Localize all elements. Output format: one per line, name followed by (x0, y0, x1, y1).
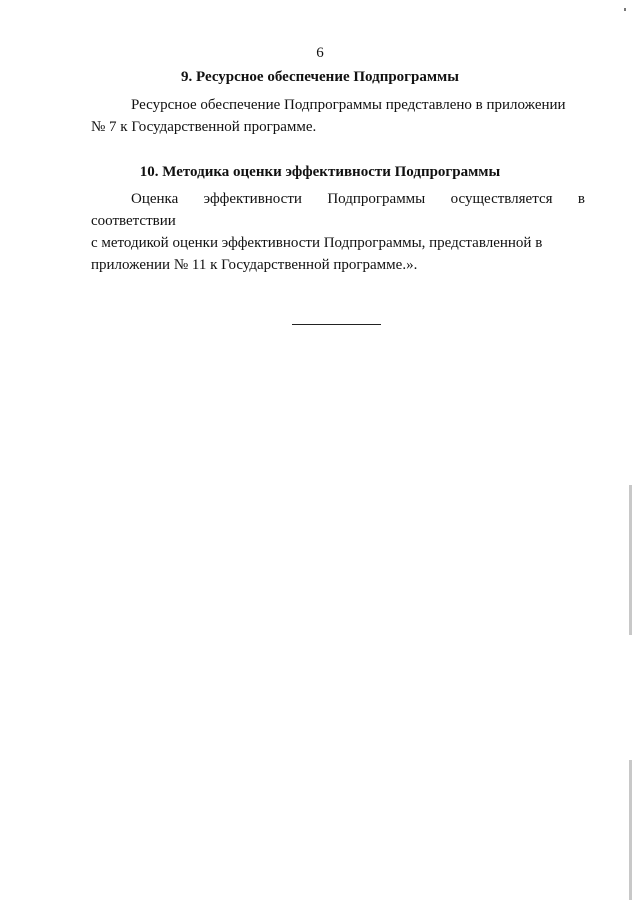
section-10-heading: 10. Методика оценки эффективности Подпрограммы (139, 164, 501, 180)
section-9-line-2: № 7 к Государственной программе. (91, 119, 317, 135)
scan-speck (624, 8, 626, 11)
section-10-line-2: с методикой оценки эффективности Подпрограммы, представленной в (91, 235, 543, 251)
page-number: 6 (316, 45, 324, 61)
section-9-line-1: Ресурсное обеспечение Подпрограммы представлено в приложении (131, 97, 566, 113)
end-separator-line (292, 324, 381, 325)
scan-edge-mark (629, 485, 632, 635)
section-10-line-1: Оценка эффективности Подпрограммы осуществляется в соответствии (91, 191, 585, 229)
scan-edge-mark (629, 760, 632, 900)
section-10-paragraph (91, 188, 585, 276)
section-9-paragraph (91, 94, 585, 138)
section-9-heading: 9. Ресурсное обеспечение Подпрограммы (181, 69, 459, 85)
section-10-line-3: приложении № 11 к Государственной программе.». (91, 257, 418, 273)
